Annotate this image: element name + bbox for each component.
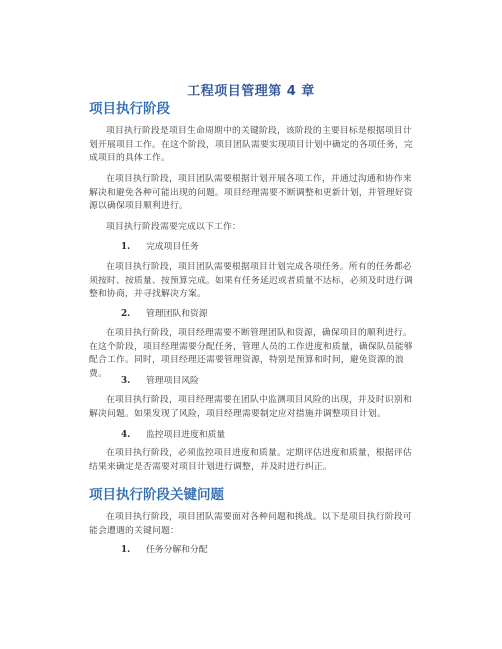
section-heading-execution: 项目执行阶段 bbox=[89, 101, 170, 117]
paragraph: 在项目执行阶段，必须监控项目进度和质量。定期评估进度和质量，根据评估结果来确定是否需要对项目计划进行调整，并及时进行纠正。 bbox=[89, 448, 412, 472]
list-number: 1. bbox=[121, 242, 131, 252]
list-number: 1. bbox=[121, 545, 131, 555]
list-item bbox=[121, 429, 225, 442]
list-number: 4. bbox=[121, 430, 131, 440]
paragraph: 项目执行阶段需要完成以下工作： bbox=[106, 222, 241, 232]
paragraph: 在项目执行阶段，项目经理需要在团队中监测项目风险的出现，并及时识别和解决问题。如果发现了风险，项目经理需要制定应对措施并调整项目计划。 bbox=[89, 395, 412, 419]
paragraph: 在项目执行阶段，项目团队需要根据计划开展各项工作，并通过沟通和协作来解决和避免各种可能出现的问题。项目经理需要不断调整和更新计划，并管理好资源以确保项目顺利进行。 bbox=[89, 174, 413, 211]
list-item bbox=[121, 308, 208, 321]
list-label: 完成项目任务 bbox=[146, 242, 199, 252]
list-label: 管理团队和资源 bbox=[146, 309, 208, 319]
list-item bbox=[121, 241, 199, 254]
paragraph: 项目执行阶段是项目生命周期中的关键阶段，该阶段的主要目标是根据项目计划开展项目工作。在这个阶段，项目团队需要实现项目计划中确定的各项任务，完成项目的具体工作。 bbox=[89, 126, 413, 163]
page-title: 工程项目管理第 4 章 bbox=[187, 84, 315, 99]
list-number: 3. bbox=[121, 376, 131, 386]
list-item bbox=[121, 544, 208, 557]
paragraph: 在项目执行阶段，项目经理需要不断管理团队和资源，确保项目的顺利进行。在这个阶段，项目经理需要分配任务，管理人员的工作进度和质量，确保队员能够配合工作。同时，项目经理还需要管理资源，特别是预算和时间，避免资源的浪费。 bbox=[89, 328, 413, 379]
list-label: 监控项目进度和质量 bbox=[146, 430, 226, 440]
list-number: 2. bbox=[121, 309, 131, 319]
list-label: 任务分解和分配 bbox=[146, 545, 208, 555]
paragraph: 在项目执行阶段，项目团队需要根据项目计划完成各项任务。所有的任务都必须按时、按质量、按预算完成。如果有任务延迟或者质量不达标，必须及时进行调整和协商，并寻找解决方案。 bbox=[89, 262, 413, 299]
section-heading-key-issues: 项目执行阶段关键问题 bbox=[89, 487, 224, 503]
list-item bbox=[121, 375, 199, 388]
paragraph: 在项目执行阶段，项目团队需要面对各种问题和挑战。以下是项目执行阶段可能会遭遇的关键问题： bbox=[89, 512, 412, 536]
list-label: 管理项目风险 bbox=[146, 376, 199, 386]
